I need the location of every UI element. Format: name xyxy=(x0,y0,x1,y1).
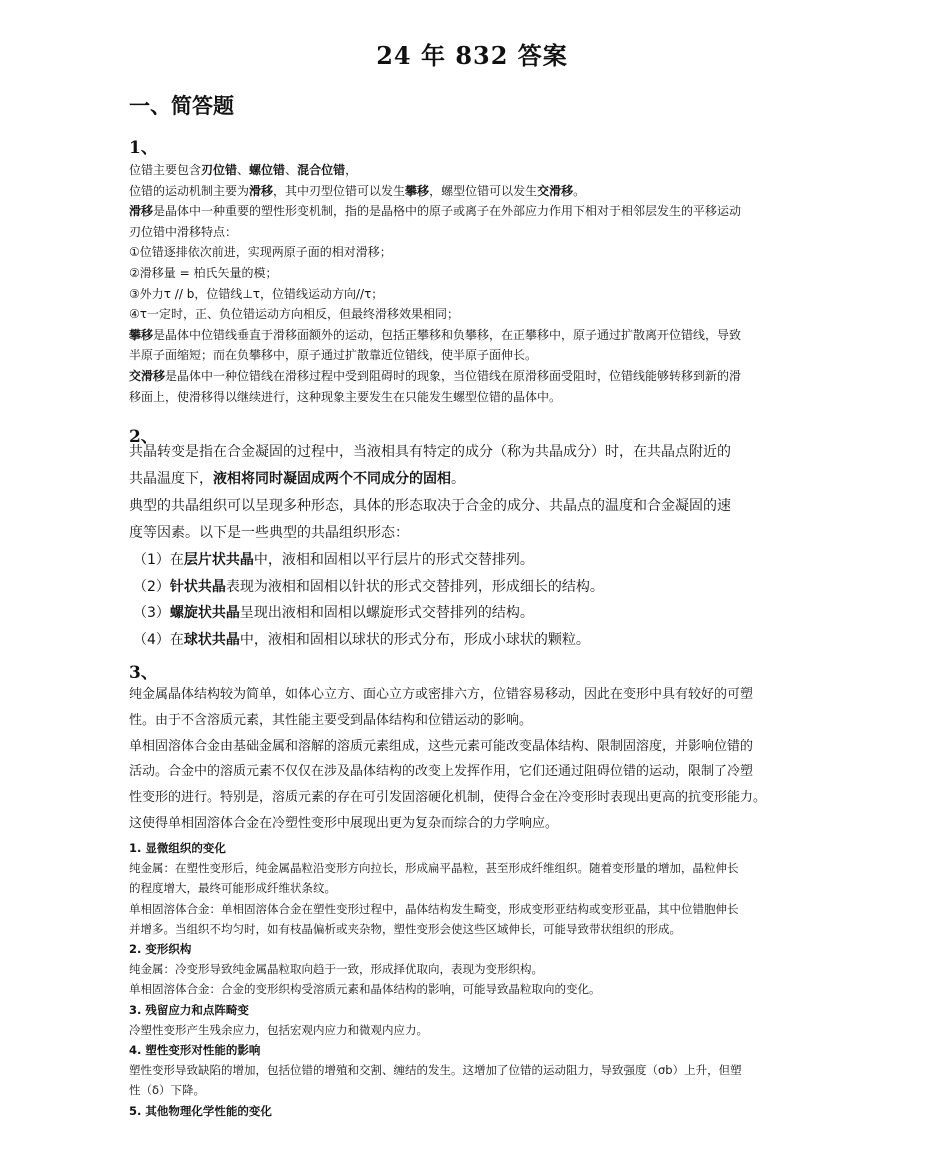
q3-subheading: 2. 变形织构 xyxy=(129,942,192,957)
q3-subheading: 1. 显微组织的变化 xyxy=(129,841,226,855)
q3-line: 性变形的进行。特别是，溶质元素的存在可引发固溶硬化机制，使得合金在冷变形时表现出更高的抗变形能力。 xyxy=(129,790,767,806)
q1-text: 位错主要包含 xyxy=(129,163,202,177)
q3-line: 性。由于不含溶质元素，其性能主要受到晶体结构和位错运动的影响。 xyxy=(129,712,533,728)
q1-term: 交滑移 xyxy=(537,183,574,198)
q1-line xyxy=(129,201,829,222)
q2-term: 针状共晶 xyxy=(169,578,226,595)
q1-term: 滑移 xyxy=(249,183,274,198)
q3-detail-line: 性（δ）下降。 xyxy=(129,1083,206,1098)
q2-line xyxy=(129,574,829,601)
q3-detail-line: 塑性变形导致缺陷的增加，包括位错的增殖和交割、缠结的发生。这增加了位错的运动阻力，导致强度（σb）上升，但塑 xyxy=(129,1063,742,1078)
q2-line xyxy=(129,439,829,466)
question-2-number: 2、 xyxy=(129,427,158,447)
q2-text: 呈现出液相和固相以螺旋形式交替排列的结构。 xyxy=(239,605,534,622)
q3-detail-line: 单相固溶体合金：合金的变形织构受溶质元素和晶体结构的影响，可能导致晶粒取向的变化。 xyxy=(129,982,601,997)
q2-text: （2） xyxy=(133,578,170,595)
q1-text: 是晶体中一种重要的塑性形变机制，指的是晶格中的原子或离子在外部应力作用下相对于相邻层发生的平移运动 xyxy=(153,204,742,219)
q2-term: 螺旋状共晶 xyxy=(169,605,240,622)
q2-text: （3） xyxy=(133,605,170,622)
q3-line: 活动。合金中的溶质元素不仅仅在涉及晶体结构的改变上发挥作用，它们还通过阻碍位错的运动，限制了冷塑 xyxy=(129,764,754,780)
q1-term: 交滑移 xyxy=(129,368,166,383)
q1-term: 攀移 xyxy=(405,183,430,198)
q3-subheading: 4. 塑性变形对性能的影响 xyxy=(129,1043,261,1058)
q1-text: 位错的运动机制主要为 xyxy=(129,183,250,198)
q2-line xyxy=(129,547,829,574)
q1-line xyxy=(129,325,829,346)
q1-text: 刃位错中滑移特点： xyxy=(129,224,238,239)
q2-term: 层片状共晶 xyxy=(183,551,254,568)
q1-text: ，螺型位错可以发生 xyxy=(429,183,538,198)
document-title: 24 年 832 答案 xyxy=(376,41,568,70)
q2-line xyxy=(129,600,829,627)
section-heading: 一、简答题 xyxy=(129,93,234,118)
q2-text: 中，液相和固相以球状的形式分布，形成小球状的颗粒。 xyxy=(239,632,590,649)
q2-text: 共晶转变是指在合金凝固的过程中，当液相具有特定的成分（称为共晶成分）时，在共晶点附近的 xyxy=(129,444,731,460)
q3-detail-line: 并增多。当组织不均匀时，如有枝晶偏析或夹杂物，塑性变形会使这些区域伸长，可能导致带状组织的形成。 xyxy=(129,921,681,936)
q3-line: 这使得单相固溶体合金在冷塑性变形中展现出更为复杂而综合的力学响应。 xyxy=(129,815,559,831)
q2-line xyxy=(129,520,829,547)
q2-line xyxy=(129,466,829,493)
q1-text: 是晶体中一种位错线在滑移过程中受到阻碍时的现象，当位错线在原滑移面受阻时，位错线能够转移到新的滑 xyxy=(165,368,742,383)
question-1-answer xyxy=(129,160,829,407)
q2-term: 球状共晶 xyxy=(183,632,240,649)
question-3-number: 3、 xyxy=(129,663,158,683)
q2-text: （4）在 xyxy=(133,632,184,649)
q1-text: ， xyxy=(345,163,358,177)
q3-detail-line: 的程度增大，最终可能形成纤维状条纹。 xyxy=(129,881,336,896)
q1-line xyxy=(129,387,829,408)
q2-line xyxy=(129,493,829,520)
q3-detail-line: 冷塑性变形产生残余应力，包括宏观内应力和微观内应力。 xyxy=(129,1022,428,1037)
question-2-answer xyxy=(129,439,829,654)
q1-term: 攀移 xyxy=(129,327,154,342)
q3-line: 单相固溶体合金由基础金属和溶解的溶质元素组成，这些元素可能改变晶体结构、限制固溶度，并影响位错的 xyxy=(129,738,754,754)
q1-text: ①位错逐排依次前进，实现两原子面的相对滑移； xyxy=(129,245,392,260)
q1-text: ③外力τ // b，位错线⊥τ，位错线运动方向//τ； xyxy=(129,286,384,301)
q3-detail-line: 纯金属：冷变形导致纯金属晶粒取向趋于一致，形成择优取向，表现为变形织构。 xyxy=(129,962,543,977)
q1-line xyxy=(129,181,829,202)
q1-line xyxy=(129,222,829,243)
q3-subheading: 3. 残留应力和点阵畸变 xyxy=(129,1002,249,1017)
q2-text: （1）在 xyxy=(133,551,184,568)
q2-line xyxy=(129,627,829,654)
q3-line: 纯金属晶体结构较为简单，如体心立方、面心立方或密排六方，位错容易移动，因此在变形中具有较好的可塑 xyxy=(129,687,754,702)
q1-text: 是晶体中位错线垂直于滑移面额外的运动，包括正攀移和负攀移，在正攀移中，原子通过扩散离开位错线，导致 xyxy=(153,327,742,342)
q1-term: 螺位错 xyxy=(249,163,286,177)
q1-text: ，其中刃型位错可以发生 xyxy=(273,183,406,198)
q2-text: 典型的共晶组织可以呈现多种形态，具体的形态取决于合金的成分、共晶点的温度和合金凝固的速 xyxy=(129,497,731,514)
q1-text: ④τ一定时，正、负位错运动方向相反，但最终滑移效果相同； xyxy=(129,307,459,322)
q1-line xyxy=(129,345,829,366)
q3-detail-line: 单相固溶体合金：单相固溶体合金在塑性变形过程中，晶体结构发生畸变，形成变形亚结构或变形亚晶，其中位错胞伸长 xyxy=(129,901,739,916)
q1-term: 滑移 xyxy=(129,204,154,219)
q2-text: 。 xyxy=(451,470,465,487)
q1-line xyxy=(129,160,829,181)
q2-text: 表现为液相和固相以针状的形式交替排列，形成细长的结构。 xyxy=(225,578,604,595)
q1-term: 刃位错 xyxy=(201,163,238,177)
q2-text: 共晶温度下， xyxy=(129,470,213,487)
q3-subheading: 5. 其他物理化学性能的变化 xyxy=(129,1103,272,1118)
q1-text: 移面上，使滑移得以继续进行，这种现象主要发生在只能发生螺型位错的晶体中。 xyxy=(129,389,562,404)
q1-line xyxy=(129,366,829,387)
q3-detail-line: 纯金属：在塑性变形后，纯金属晶粒沿变形方向拉长，形成扁平晶粒，甚至形成纤维组织。随着变形量的增加，晶粒伸长 xyxy=(129,861,739,876)
q1-text: 、 xyxy=(237,163,250,177)
q2-term: 液相将同时凝固成两个不同成分的固相 xyxy=(213,470,451,487)
q1-line xyxy=(129,242,829,263)
question-3-intro xyxy=(129,682,829,837)
q1-term: 混合位错 xyxy=(297,163,346,177)
question-1-number: 1、 xyxy=(129,138,158,158)
q2-text: 中，液相和固相以平行层片的形式交替排列。 xyxy=(253,551,534,568)
q1-text: 、 xyxy=(285,163,298,177)
q1-text: ②滑移量 = 柏氏矢量的模； xyxy=(129,265,278,280)
question-3-details xyxy=(129,838,829,1121)
q2-text: 度等因素。以下是一些典型的共晶组织形态： xyxy=(129,524,409,541)
q1-text: 。 xyxy=(573,183,586,198)
q1-line xyxy=(129,284,829,305)
q1-line xyxy=(129,263,829,284)
q1-line xyxy=(129,304,829,325)
q1-text: 半原子面缩短；而在负攀移中，原子通过扩散靠近位错线，使半原子面伸长。 xyxy=(129,348,538,363)
